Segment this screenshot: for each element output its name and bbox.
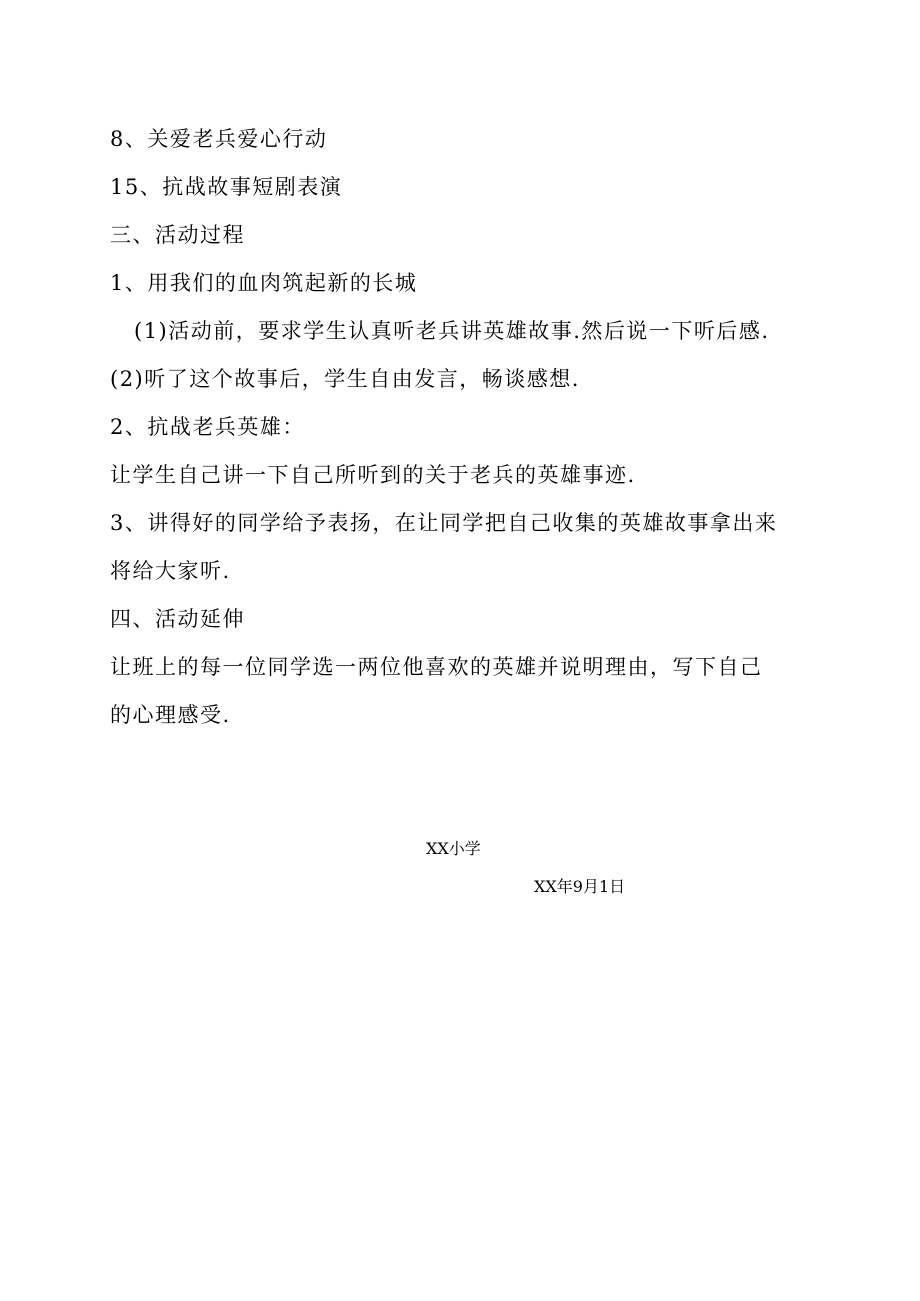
subheading-veteran-heroes: 2、抗战老兵英雄： — [110, 415, 305, 439]
section-heading-extension: 四、活动延伸 — [110, 607, 245, 631]
signature-school: XX小学 — [426, 839, 481, 858]
list-item-15-drama: 15、抗战故事短剧表演 — [110, 175, 343, 199]
paragraph-step-1: (1)活动前，要求学生认真听老兵讲英雄故事.然后说一下听后感. — [134, 319, 770, 343]
paragraph-praise-line-1: 3、讲得好的同学给予表扬，在让同学把自己收集的英雄故事拿出来 — [110, 511, 778, 535]
paragraph-students-tell: 让学生自己讲一下自己所听到的关于老兵的英雄事迹. — [110, 463, 636, 487]
paragraph-extension-line-2: 的心理感受. — [110, 703, 231, 727]
list-item-8-caring-veterans: 8、关爱老兵爱心行动 — [110, 127, 328, 151]
paragraph-step-2: (2)听了这个故事后，学生自由发言，畅谈感想. — [110, 367, 580, 391]
signature-date: XX年9月1日 — [534, 877, 626, 896]
paragraph-extension-line-1: 让班上的每一位同学选一两位他喜欢的英雄并说明理由，写下自己 — [110, 655, 763, 679]
paragraph-praise-line-2: 将给大家听. — [110, 559, 231, 583]
subheading-great-wall: 1、用我们的血肉筑起新的长城 — [110, 271, 418, 295]
section-heading-process: 三、活动过程 — [110, 223, 245, 247]
